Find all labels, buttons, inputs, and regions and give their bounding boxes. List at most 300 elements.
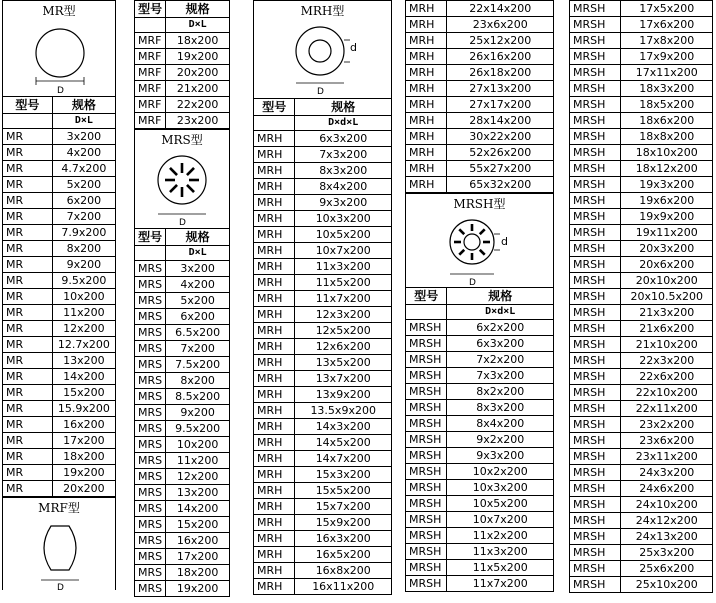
model-cell: MRH bbox=[406, 65, 447, 81]
table-row bbox=[570, 273, 713, 289]
table-row bbox=[570, 353, 713, 369]
table-row bbox=[254, 211, 392, 227]
model-cell: MRH bbox=[406, 145, 447, 161]
model-cell: MR bbox=[3, 465, 53, 481]
column-mrs bbox=[134, 0, 230, 597]
table-row bbox=[254, 499, 392, 515]
spec-cell: 22x10x200 bbox=[621, 385, 713, 401]
model-cell: MRS bbox=[135, 421, 166, 437]
table-row bbox=[3, 369, 116, 385]
mrsh2-table bbox=[569, 0, 713, 593]
table-row bbox=[570, 497, 713, 513]
spec-cell: 14x7x200 bbox=[295, 451, 392, 467]
model-cell: MR bbox=[3, 353, 53, 369]
table-row bbox=[406, 33, 554, 49]
spec-cell: 17x200 bbox=[166, 549, 230, 565]
model-cell: MRH bbox=[254, 259, 295, 275]
table-row bbox=[570, 33, 713, 49]
spec-cell: 20x10x200 bbox=[621, 273, 713, 289]
mrh2-table bbox=[405, 0, 554, 193]
spec-cell: 9x3x200 bbox=[295, 195, 392, 211]
model-cell: MRSH bbox=[570, 385, 621, 401]
table-row bbox=[254, 243, 392, 259]
table-row bbox=[570, 433, 713, 449]
spec-cell: 10x7x200 bbox=[447, 512, 554, 528]
model-cell: MRSH bbox=[570, 257, 621, 273]
spec-cell: 10x3x200 bbox=[447, 480, 554, 496]
table-row bbox=[135, 421, 230, 437]
spec-cell: 9.5x200 bbox=[166, 421, 230, 437]
mrs-dim-label: D bbox=[179, 218, 186, 228]
spec-cell: 7.5x200 bbox=[166, 357, 230, 373]
spec-cell: 22x3x200 bbox=[621, 353, 713, 369]
spec-cell: 8x2x200 bbox=[447, 384, 554, 400]
table-row bbox=[570, 1, 713, 17]
table-row bbox=[135, 261, 230, 277]
spec-cell: 16x5x200 bbox=[295, 547, 392, 563]
model-cell: MRSH bbox=[406, 384, 447, 400]
table-row bbox=[406, 320, 554, 336]
model-cell: MRS bbox=[135, 309, 166, 325]
mrsh-section-header bbox=[405, 193, 554, 287]
table-row bbox=[406, 464, 554, 480]
table-row bbox=[406, 544, 554, 560]
table-row bbox=[135, 581, 230, 597]
mrsh-dim-label: D bbox=[469, 278, 476, 287]
model-cell: MRSH bbox=[570, 449, 621, 465]
spec-cell: 3x200 bbox=[52, 129, 115, 145]
table-row bbox=[406, 560, 554, 576]
model-cell: MRH bbox=[254, 419, 295, 435]
spec-cell: 11x7x200 bbox=[447, 576, 554, 592]
model-cell: MRSH bbox=[406, 448, 447, 464]
spec-cell: 3x200 bbox=[166, 261, 230, 277]
mr-section-header bbox=[2, 0, 116, 96]
model-cell: MRSH bbox=[570, 321, 621, 337]
table-row bbox=[406, 512, 554, 528]
header-ddl: D×d×L bbox=[447, 305, 554, 320]
spec-cell: 21x10x200 bbox=[621, 337, 713, 353]
spec-cell: 8x200 bbox=[166, 373, 230, 389]
table-row bbox=[570, 385, 713, 401]
model-cell: MRS bbox=[135, 565, 166, 581]
table-row bbox=[3, 465, 116, 481]
table-row bbox=[254, 227, 392, 243]
model-cell: MRS bbox=[135, 469, 166, 485]
model-cell: MRSH bbox=[570, 353, 621, 369]
spec-cell: 22x11x200 bbox=[621, 401, 713, 417]
spec-cell: 8x200 bbox=[52, 241, 115, 257]
spec-cell: 16x11x200 bbox=[295, 579, 392, 595]
spec-cell: 17x5x200 bbox=[621, 1, 713, 17]
spec-cell: 24x3x200 bbox=[621, 465, 713, 481]
spec-cell: 10x7x200 bbox=[295, 243, 392, 259]
table-row bbox=[135, 405, 230, 421]
spec-cell: 6x2x200 bbox=[447, 320, 554, 336]
spec-cell: 15x3x200 bbox=[295, 467, 392, 483]
spec-cell: 7x200 bbox=[166, 341, 230, 357]
spec-cell: 27x17x200 bbox=[447, 97, 554, 113]
model-cell: MRS bbox=[135, 357, 166, 373]
model-cell: MRSH bbox=[570, 337, 621, 353]
header-dl: D×L bbox=[166, 246, 230, 261]
slot-mark bbox=[170, 185, 177, 192]
model-cell: MRH bbox=[406, 81, 447, 97]
table-row bbox=[254, 147, 392, 163]
table-row bbox=[135, 325, 230, 341]
model-cell: MRH bbox=[406, 97, 447, 113]
spec-cell: 26x18x200 bbox=[447, 65, 554, 81]
model-cell: MR bbox=[3, 273, 53, 289]
spec-cell: 17x200 bbox=[52, 433, 115, 449]
spec-cell: 25x12x200 bbox=[447, 33, 554, 49]
model-cell: MRH bbox=[406, 113, 447, 129]
table-row bbox=[406, 352, 554, 368]
model-cell: MRSH bbox=[570, 401, 621, 417]
spec-cell: 15x7x200 bbox=[295, 499, 392, 515]
table-row bbox=[406, 17, 554, 33]
model-cell: MR bbox=[3, 161, 53, 177]
model-cell: MRSH bbox=[570, 577, 621, 593]
spec-cell: 13x200 bbox=[52, 353, 115, 369]
spec-cell: 10x2x200 bbox=[447, 464, 554, 480]
table-row bbox=[570, 321, 713, 337]
table-row bbox=[135, 437, 230, 453]
table-row bbox=[135, 97, 230, 113]
spec-cell: 18x5x200 bbox=[621, 97, 713, 113]
model-cell: MRS bbox=[135, 549, 166, 565]
spec-cell: 8x4x200 bbox=[447, 416, 554, 432]
table-row bbox=[254, 163, 392, 179]
spec-cell: 7x2x200 bbox=[447, 352, 554, 368]
spec-cell: 6x3x200 bbox=[295, 131, 392, 147]
spec-cell: 9x3x200 bbox=[447, 448, 554, 464]
spec-cell: 21x6x200 bbox=[621, 321, 713, 337]
model-cell: MRH bbox=[254, 515, 295, 531]
table-row bbox=[135, 389, 230, 405]
table-row bbox=[570, 193, 713, 209]
model-cell: MR bbox=[3, 193, 53, 209]
model-cell: MRSH bbox=[406, 464, 447, 480]
model-cell: MRF bbox=[135, 81, 166, 97]
model-cell: MRH bbox=[254, 227, 295, 243]
model-cell: MRS bbox=[135, 437, 166, 453]
model-cell: MRSH bbox=[406, 400, 447, 416]
table-row bbox=[406, 368, 554, 384]
mrsh-diagram-icon bbox=[406, 194, 553, 287]
spec-cell: 14x200 bbox=[166, 501, 230, 517]
model-cell: MRSH bbox=[570, 113, 621, 129]
mrs-diagram-icon bbox=[135, 130, 229, 228]
spec-cell: 12.7x200 bbox=[52, 337, 115, 353]
model-cell: MRSH bbox=[570, 465, 621, 481]
table-row bbox=[570, 17, 713, 33]
model-cell: MRSH bbox=[570, 305, 621, 321]
table-row bbox=[406, 81, 554, 97]
table-row bbox=[254, 579, 392, 595]
model-cell: MR bbox=[3, 385, 53, 401]
spec-cell: 6.5x200 bbox=[166, 325, 230, 341]
spec-cell: 18x12x200 bbox=[621, 161, 713, 177]
table-row bbox=[3, 401, 116, 417]
spec-cell: 7x3x200 bbox=[295, 147, 392, 163]
spec-cell: 18x8x200 bbox=[621, 129, 713, 145]
mrs-section-header bbox=[134, 129, 230, 228]
spec-cell: 9x2x200 bbox=[447, 432, 554, 448]
spec-cell: 14x200 bbox=[52, 369, 115, 385]
table-row bbox=[135, 549, 230, 565]
column-mrh bbox=[253, 0, 392, 595]
table-row bbox=[570, 529, 713, 545]
model-cell: MRSH bbox=[570, 209, 621, 225]
spec-cell: 24x6x200 bbox=[621, 481, 713, 497]
table-row bbox=[570, 481, 713, 497]
spec-cell: 19x200 bbox=[166, 581, 230, 597]
table-row bbox=[254, 467, 392, 483]
mrsh-inner-dim-label: d bbox=[501, 235, 508, 248]
table-row bbox=[570, 561, 713, 577]
spec-cell: 15.9x200 bbox=[52, 401, 115, 417]
model-cell: MR bbox=[3, 241, 53, 257]
spec-cell: 13x5x200 bbox=[295, 355, 392, 371]
spec-cell: 20x10.5x200 bbox=[621, 289, 713, 305]
spec-cell: 8.5x200 bbox=[166, 389, 230, 405]
table-row bbox=[570, 417, 713, 433]
model-cell: MRSH bbox=[406, 512, 447, 528]
model-cell: MRH bbox=[254, 195, 295, 211]
spec-cell: 23x11x200 bbox=[621, 449, 713, 465]
table-row bbox=[406, 336, 554, 352]
mrf-table bbox=[134, 0, 230, 129]
table-row bbox=[254, 483, 392, 499]
table-row bbox=[254, 387, 392, 403]
spec-cell: 23x200 bbox=[166, 113, 230, 129]
model-cell: MRF bbox=[135, 65, 166, 81]
mrf-dim-label: D bbox=[57, 583, 64, 590]
table-row bbox=[254, 371, 392, 387]
model-cell: MRS bbox=[135, 261, 166, 277]
table-row bbox=[254, 435, 392, 451]
model-cell: MRSH bbox=[570, 65, 621, 81]
mr-dim-label: D bbox=[57, 86, 64, 96]
table-row bbox=[570, 97, 713, 113]
model-cell: MR bbox=[3, 321, 53, 337]
table-row bbox=[254, 339, 392, 355]
table-row bbox=[3, 209, 116, 225]
model-cell: MRSH bbox=[570, 177, 621, 193]
model-cell: MRH bbox=[254, 179, 295, 195]
table-row bbox=[135, 533, 230, 549]
table-row bbox=[254, 259, 392, 275]
model-cell: MR bbox=[3, 129, 53, 145]
slot-mark bbox=[480, 250, 485, 255]
model-cell: MRSH bbox=[570, 513, 621, 529]
table-row bbox=[135, 309, 230, 325]
table-row bbox=[135, 469, 230, 485]
model-cell: MRH bbox=[406, 49, 447, 65]
model-cell: MRH bbox=[254, 307, 295, 323]
model-cell: MR bbox=[3, 145, 53, 161]
table-row bbox=[135, 293, 230, 309]
model-cell: MRH bbox=[254, 243, 295, 259]
model-cell: MR bbox=[3, 481, 53, 497]
table-row bbox=[3, 449, 116, 465]
table-row bbox=[254, 275, 392, 291]
model-cell: MRSH bbox=[570, 529, 621, 545]
spec-cell: 6x200 bbox=[166, 309, 230, 325]
model-cell: MRSH bbox=[570, 289, 621, 305]
column-mrsh-continued bbox=[569, 0, 713, 593]
spec-cell: 20x200 bbox=[166, 65, 230, 81]
spec-cell: 7x200 bbox=[52, 209, 115, 225]
model-cell: MRSH bbox=[570, 33, 621, 49]
model-cell: MRH bbox=[254, 403, 295, 419]
table-row bbox=[3, 177, 116, 193]
spec-cell: 10x5x200 bbox=[447, 496, 554, 512]
spec-cell: 16x200 bbox=[52, 417, 115, 433]
header-model: 型号 bbox=[135, 229, 166, 246]
model-cell: MRH bbox=[254, 371, 295, 387]
model-cell: MR bbox=[3, 177, 53, 193]
model-cell: MRH bbox=[254, 499, 295, 515]
table-row bbox=[570, 81, 713, 97]
model-cell: MRSH bbox=[406, 480, 447, 496]
spec-cell: 13x9x200 bbox=[295, 387, 392, 403]
table-row bbox=[570, 49, 713, 65]
table-row bbox=[135, 485, 230, 501]
slot-mark bbox=[459, 250, 464, 255]
model-cell: MRSH bbox=[570, 273, 621, 289]
spec-cell: 11x200 bbox=[52, 305, 115, 321]
spec-cell: 19x11x200 bbox=[621, 225, 713, 241]
spec-cell: 19x9x200 bbox=[621, 209, 713, 225]
spec-cell: 18x3x200 bbox=[621, 81, 713, 97]
spec-cell: 10x3x200 bbox=[295, 211, 392, 227]
model-cell: MRS bbox=[135, 405, 166, 421]
table-row bbox=[570, 577, 713, 593]
spec-cell: 22x14x200 bbox=[447, 1, 554, 17]
table-row bbox=[3, 161, 116, 177]
spec-cell: 9.5x200 bbox=[52, 273, 115, 289]
model-cell: MRS bbox=[135, 341, 166, 357]
spec-cell: 8x3x200 bbox=[447, 400, 554, 416]
spec-cell: 26x16x200 bbox=[447, 49, 554, 65]
table-row bbox=[3, 321, 116, 337]
table-row bbox=[570, 369, 713, 385]
table-row bbox=[406, 576, 554, 592]
table-row bbox=[570, 241, 713, 257]
spec-cell: 17x6x200 bbox=[621, 17, 713, 33]
table-row bbox=[406, 161, 554, 177]
model-cell: MRH bbox=[254, 355, 295, 371]
spec-cell: 17x11x200 bbox=[621, 65, 713, 81]
table-row bbox=[570, 145, 713, 161]
table-row bbox=[570, 449, 713, 465]
spec-cell: 5x200 bbox=[52, 177, 115, 193]
model-cell: MR bbox=[3, 257, 53, 273]
table-row bbox=[135, 49, 230, 65]
slot-mark bbox=[187, 168, 194, 175]
table-row bbox=[570, 465, 713, 481]
model-cell: MRF bbox=[135, 49, 166, 65]
table-row bbox=[3, 193, 116, 209]
model-cell: MRH bbox=[254, 163, 295, 179]
table-row bbox=[135, 501, 230, 517]
model-cell: MRH bbox=[406, 129, 447, 145]
model-cell: MRF bbox=[135, 33, 166, 49]
spec-cell: 19x200 bbox=[166, 49, 230, 65]
table-row bbox=[254, 307, 392, 323]
table-row bbox=[406, 97, 554, 113]
header-dl: D×L bbox=[166, 18, 230, 33]
model-cell: MRH bbox=[406, 1, 447, 17]
mr-table bbox=[2, 96, 116, 497]
spec-cell: 23x6x200 bbox=[447, 17, 554, 33]
spec-cell: 4x200 bbox=[166, 277, 230, 293]
table-row bbox=[570, 401, 713, 417]
model-cell: MRS bbox=[135, 485, 166, 501]
spec-cell: 6x200 bbox=[52, 193, 115, 209]
spec-cell: 15x5x200 bbox=[295, 483, 392, 499]
table-row bbox=[406, 384, 554, 400]
mr-diagram-icon bbox=[3, 1, 115, 96]
model-cell: MR bbox=[3, 225, 53, 241]
model-cell: MRH bbox=[254, 531, 295, 547]
table-row bbox=[406, 113, 554, 129]
model-cell: MRSH bbox=[570, 129, 621, 145]
table-row bbox=[135, 565, 230, 581]
spec-cell: 13x7x200 bbox=[295, 371, 392, 387]
model-cell: MRH bbox=[254, 211, 295, 227]
spec-cell: 28x14x200 bbox=[447, 113, 554, 129]
table-row bbox=[570, 177, 713, 193]
table-row bbox=[254, 195, 392, 211]
spec-cell: 22x6x200 bbox=[621, 369, 713, 385]
mr-title: MR型 bbox=[42, 4, 76, 18]
table-row bbox=[135, 81, 230, 97]
spec-cell: 17x8x200 bbox=[621, 33, 713, 49]
table-row bbox=[254, 531, 392, 547]
model-cell: MRSH bbox=[570, 161, 621, 177]
model-cell: MRS bbox=[135, 277, 166, 293]
table-row bbox=[3, 129, 116, 145]
table-row bbox=[3, 417, 116, 433]
slot-mark bbox=[187, 185, 194, 192]
header-spec: 规格 bbox=[166, 229, 230, 246]
table-row bbox=[135, 341, 230, 357]
spec-cell: 6x3x200 bbox=[447, 336, 554, 352]
spec-cell: 12x5x200 bbox=[295, 323, 392, 339]
model-cell: MRF bbox=[135, 97, 166, 113]
table-row bbox=[3, 241, 116, 257]
model-cell: MR bbox=[3, 449, 53, 465]
header-model: 型号 bbox=[406, 288, 447, 305]
table-row bbox=[3, 145, 116, 161]
spec-cell: 25x3x200 bbox=[621, 545, 713, 561]
spec-cell: 52x26x200 bbox=[447, 145, 554, 161]
table-row bbox=[406, 129, 554, 145]
table-row bbox=[135, 33, 230, 49]
spec-cell: 14x5x200 bbox=[295, 435, 392, 451]
spec-cell: 17x9x200 bbox=[621, 49, 713, 65]
table-row bbox=[406, 400, 554, 416]
table-row bbox=[3, 433, 116, 449]
table-row bbox=[406, 448, 554, 464]
spec-cell: 20x200 bbox=[52, 481, 115, 497]
model-cell: MRH bbox=[254, 323, 295, 339]
model-cell: MRSH bbox=[570, 417, 621, 433]
table-row bbox=[3, 225, 116, 241]
